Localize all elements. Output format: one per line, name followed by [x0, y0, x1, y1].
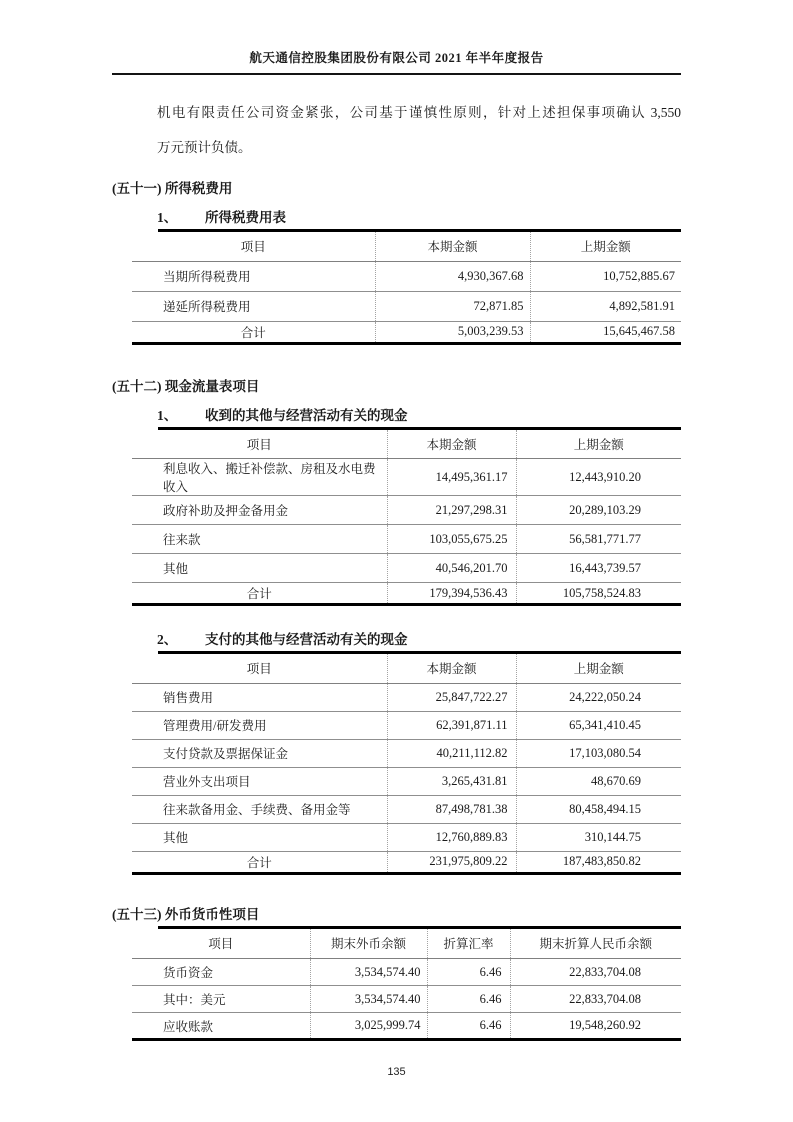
row-prior-value: 80,458,494.15 — [516, 795, 681, 823]
subheading-51-1 — [157, 206, 793, 226]
intro-paragraph — [157, 95, 681, 165]
table-header-row — [132, 654, 681, 683]
row-prior-value: 16,443,739.57 — [516, 554, 681, 583]
column-header-prior: 上期金额 — [516, 654, 681, 683]
row-item-label: 政府补助及押金备用金 — [132, 496, 387, 525]
subheading-title: 所得税费用表 — [205, 210, 286, 225]
total-label: 合计 — [240, 325, 266, 340]
subheading-number: 1、 — [157, 407, 178, 423]
row-item-label: 应收账款 — [132, 1013, 310, 1040]
row-fx-value: 3,534,574.40 — [310, 986, 427, 1013]
row-item-label: 递延所得税费用 — [132, 291, 375, 321]
row-item-label: 支付贷款及票据保证金 — [132, 739, 387, 767]
column-header-rmb-balance: 期末折算人民币余额 — [510, 929, 681, 959]
row-item-label: 当期所得税费用 — [132, 261, 375, 291]
column-header-item: 项目 — [132, 232, 375, 261]
cash-paid-table — [132, 654, 681, 875]
table-row — [132, 261, 681, 291]
total-current-value: 5,003,239.53 — [375, 321, 530, 343]
section-51-title: (五十一) 所得税费用 — [112, 181, 233, 196]
table-header-row — [132, 929, 681, 959]
subheading-52-2 — [157, 628, 793, 648]
row-current-value: 103,055,675.25 — [387, 525, 516, 554]
table-row — [132, 496, 681, 525]
table-row — [132, 525, 681, 554]
subheading-number: 2、 — [157, 632, 178, 647]
cash-received-table — [132, 430, 681, 607]
row-current-value: 87,498,781.38 — [387, 795, 516, 823]
row-current-value: 12,760,889.83 — [387, 823, 516, 851]
intro-paragraph-line2: 万元预计负债。 — [157, 140, 252, 155]
table-row — [132, 739, 681, 767]
row-item-label: 其他 — [132, 554, 387, 583]
table-row — [132, 986, 681, 1013]
row-item-label: 利息收入、搬迁补偿款、房租及水电费收入 — [132, 459, 387, 496]
row-rate-value: 6.46 — [427, 986, 510, 1013]
row-current-value: 72,871.85 — [375, 291, 530, 321]
row-item-label: 销售费用 — [132, 683, 387, 711]
column-header-prior: 上期金额 — [516, 430, 681, 459]
row-current-value: 25,847,722.27 — [387, 683, 516, 711]
subheading-title: 收到的其他与经营活动有关的现金 — [205, 407, 408, 423]
row-fx-value: 3,025,999.74 — [310, 1013, 427, 1040]
row-item-label: 其他 — [132, 823, 387, 851]
total-current-value: 231,975,809.22 — [387, 851, 516, 873]
row-prior-value: 65,341,410.45 — [516, 711, 681, 739]
row-prior-value: 24,222,050.24 — [516, 683, 681, 711]
row-item-label: 营业外支出项目 — [132, 767, 387, 795]
income-tax-table — [132, 232, 681, 345]
row-item-label: 其中：美元 — [132, 986, 310, 1013]
column-header-current: 本期金额 — [387, 654, 516, 683]
row-rmb-value: 22,833,704.08 — [510, 959, 681, 986]
row-current-value: 3,265,431.81 — [387, 767, 516, 795]
table-row — [132, 459, 681, 496]
column-header-current: 本期金额 — [387, 430, 516, 459]
table-header-row — [132, 232, 681, 261]
column-header-item: 项目 — [132, 430, 387, 459]
table-row — [132, 959, 681, 986]
table-row — [132, 291, 681, 321]
row-rmb-value: 22,833,704.08 — [510, 986, 681, 1013]
row-item-label: 管理费用/研发费用 — [132, 711, 387, 739]
doc-header-title: 航天通信控股集团股份有限公司 2021 年半年度报告 — [249, 51, 544, 65]
row-rate-value: 6.46 — [427, 1013, 510, 1040]
row-prior-value: 4,892,581.91 — [530, 291, 681, 321]
subheading-title: 支付的其他与经营活动有关的现金 — [205, 632, 408, 647]
row-prior-value: 17,103,080.54 — [516, 739, 681, 767]
column-header-exchange-rate: 折算汇率 — [427, 929, 510, 959]
table-row — [132, 554, 681, 583]
row-current-value: 21,297,298.31 — [387, 496, 516, 525]
table-total-row — [132, 851, 681, 873]
row-item-label: 往来款备用金、手续费、备用金等 — [132, 795, 387, 823]
column-header-current: 本期金额 — [375, 232, 530, 261]
row-prior-value: 310,144.75 — [516, 823, 681, 851]
total-label: 合计 — [246, 587, 272, 601]
table-row — [132, 795, 681, 823]
total-prior-value: 105,758,524.83 — [516, 583, 681, 605]
row-rmb-value: 19,548,260.92 — [510, 1013, 681, 1040]
row-current-value: 40,211,112.82 — [387, 739, 516, 767]
total-label: 合计 — [246, 855, 272, 870]
subheading-52-1 — [157, 404, 793, 424]
table-row — [132, 1013, 681, 1040]
table-total-row — [132, 321, 681, 343]
row-prior-value: 56,581,771.77 — [516, 525, 681, 554]
column-header-item: 项目 — [132, 654, 387, 683]
row-item-label: 往来款 — [132, 525, 387, 554]
row-item-label: 货币资金 — [132, 959, 310, 986]
total-current-value: 179,394,536.43 — [387, 583, 516, 605]
intro-paragraph-line1: 机电有限责任公司资金紧张，公司基于谨慎性原则，针对上述担保事项确认 3,550 — [157, 105, 681, 120]
foreign-currency-table — [132, 929, 681, 1042]
subheading-number: 1、 — [157, 210, 178, 225]
row-prior-value: 10,752,885.67 — [530, 261, 681, 291]
total-prior-value: 15,645,467.58 — [530, 321, 681, 343]
row-prior-value: 12,443,910.20 — [516, 459, 681, 496]
total-prior-value: 187,483,850.82 — [516, 851, 681, 873]
table-header-row — [132, 430, 681, 459]
table-row — [132, 767, 681, 795]
header-rule — [112, 73, 681, 75]
row-prior-value: 48,670.69 — [516, 767, 681, 795]
row-prior-value: 20,289,103.29 — [516, 496, 681, 525]
row-current-value: 40,546,201.70 — [387, 554, 516, 583]
table-total-row — [132, 583, 681, 605]
table-row — [132, 823, 681, 851]
row-current-value: 14,495,361.17 — [387, 459, 516, 496]
page-number: 135 — [387, 1066, 406, 1078]
row-rate-value: 6.46 — [427, 959, 510, 986]
row-fx-value: 3,534,574.40 — [310, 959, 427, 986]
table-row — [132, 683, 681, 711]
row-current-value: 4,930,367.68 — [375, 261, 530, 291]
row-current-value: 62,391,871.11 — [387, 711, 516, 739]
table-row — [132, 711, 681, 739]
column-header-prior: 上期金额 — [530, 232, 681, 261]
section-53-title: (五十三) 外币货币性项目 — [112, 906, 260, 922]
section-52-title: (五十二) 现金流量表项目 — [112, 378, 260, 394]
column-header-item: 项目 — [132, 929, 310, 959]
column-header-fx-balance: 期末外币余额 — [310, 929, 427, 959]
